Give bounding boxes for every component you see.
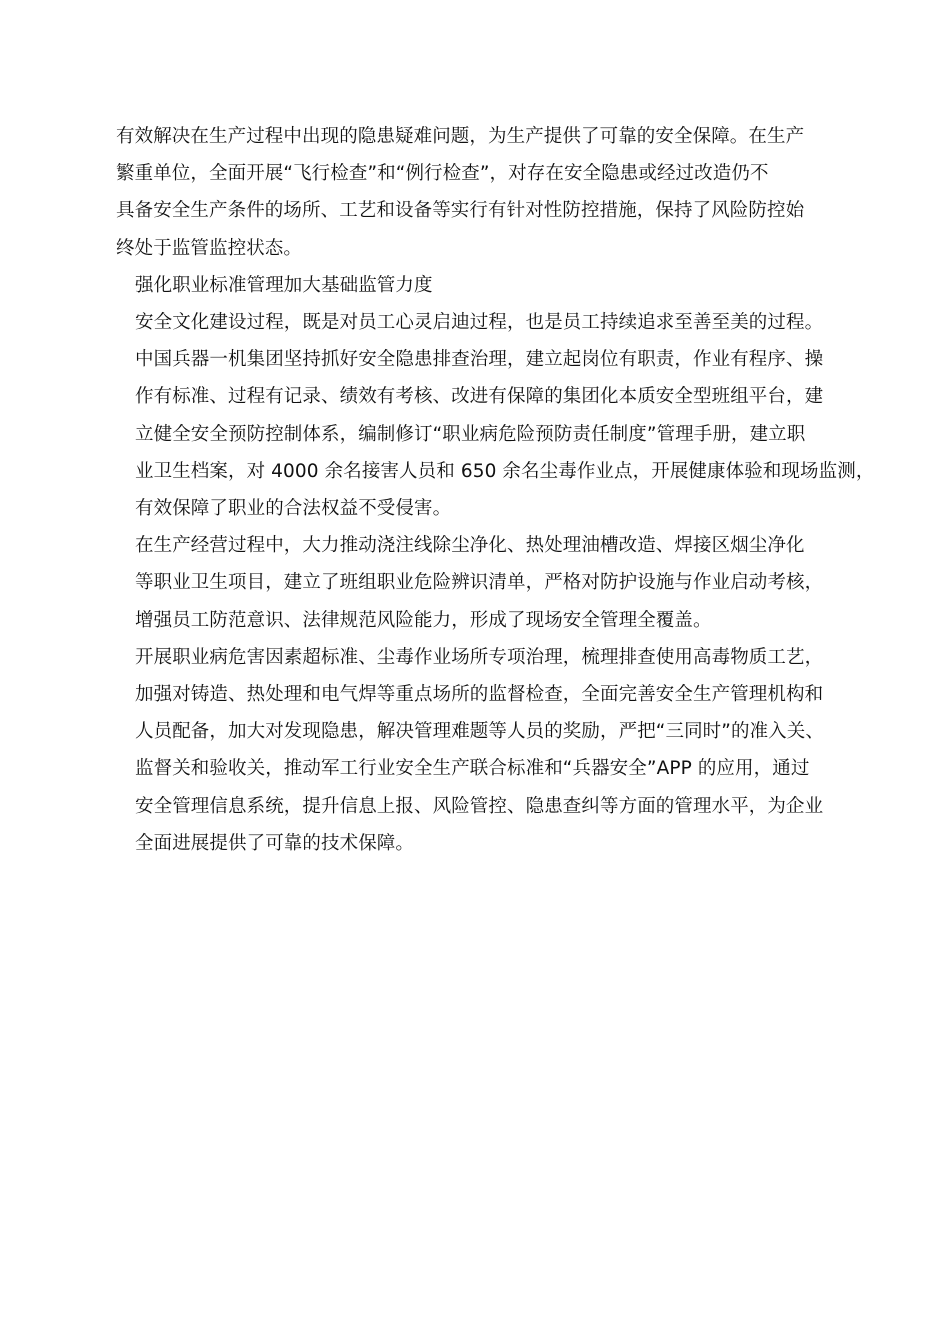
paragraph-line: 安全管理信息系统，提升信息上报、风险管控、隐患查纠等方面的管理水平，为企业 [135,795,824,817]
paragraph-line: 安全文化建设过程，既是对员工心灵启迪过程，也是员工持续追求至善至美的过程。 [135,312,824,334]
paragraph-line: 在生产经营过程中，大力推动浇注线除尘净化、热处理油槽改造、焊接区烟尘净化 [135,535,805,557]
paragraph-line: 终处于监管监控状态。 [116,237,303,259]
paragraph-line: 有效解决在生产过程中出现的隐患疑难问题，为生产提供了可靠的安全保障。在生产 [116,126,805,147]
paragraph-line: 全面进展提供了可靠的技术保障。 [135,832,415,854]
paragraph-line: 具备安全生产条件的场所、工艺和设备等实行有针对性防控措施，保持了风险防控始 [116,200,805,222]
paragraph-line: 立健全安全预防控制体系，编制修订“职业病危险预防责任制度”管理手册，建立职 [135,423,806,445]
paragraph-line: 增强员工防范意识、法律规范风险能力，形成了现场安全管理全覆盖。 [135,609,712,631]
paragraph-line: 开展职业病危害因素超标准、尘毒作业场所专项治理，梳理排查使用高毒物质工艺， [135,646,824,668]
paragraph-line: 有效保障了职业的合法权益不受侵害。 [135,498,452,520]
paragraph-line: 繁重单位，全面开展“飞行检查”和“例行检查”，对存在安全隐患或经过改造仍不 [116,163,769,185]
section-heading [116,267,846,304]
paragraph-3 [116,527,846,639]
document-body [116,118,875,862]
paragraph-line: 人员配备，加大对发现隐患，解决管理难题等人员的奖励，严把“三同时”的准入关、 [135,721,824,743]
paragraph-line: 业卫生档案，对 4000 余名接害人员和 650 余名尘毒作业点，开展健康体验和现场监测， [135,460,875,482]
paragraph-4 [116,639,846,862]
paragraph-line: 监督关和验收关，推动军工行业安全生产联合标准和“兵器安全”APP 的应用，通过 [135,758,810,780]
paragraph-line: 作有标准、过程有记录、绩效有考核、改进有保障的集团化本质安全型班组平台，建 [135,386,824,408]
paragraph-line: 中国兵器一机集团坚持抓好安全隐患排查治理，建立起岗位有职责，作业有程序、操 [135,349,824,371]
paragraph-line: 等职业卫生项目，建立了班组职业危险辨识清单，严格对防护设施与作业启动考核， [135,572,824,594]
heading-line: 强化职业标准管理加大基础监管力度 [135,274,433,296]
paragraph-1 [116,118,846,267]
paragraph-2 [116,304,875,527]
paragraph-line: 加强对铸造、热处理和电气焊等重点场所的监督检查，全面完善安全生产管理机构和 [135,684,824,706]
